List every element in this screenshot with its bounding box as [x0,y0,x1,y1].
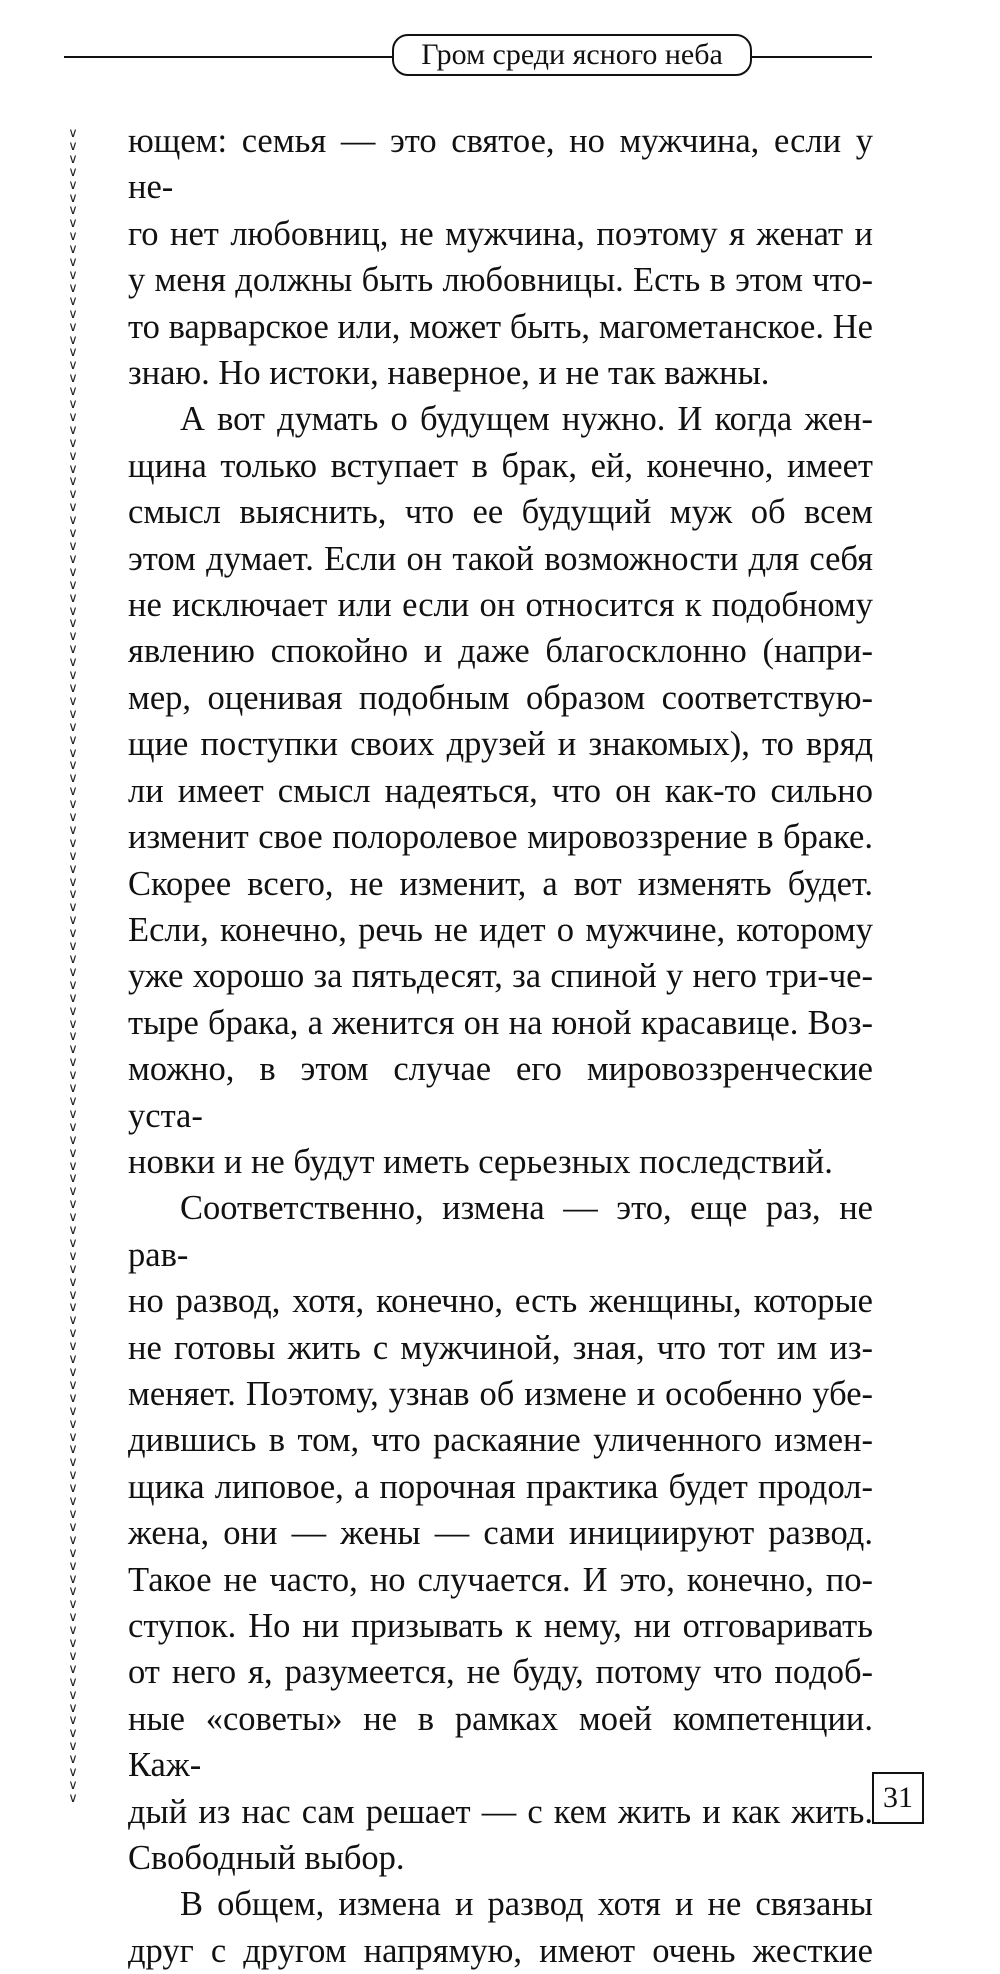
paragraph [128,118,873,396]
text-line: В общем, измена и развод хотя и не связаны [180,1885,873,1924]
paragraph [128,1185,873,1881]
text-line: ные «советы» не в рамках моей компетенции. Каж- [128,1699,873,1785]
text-line: щина только вступает в брак, ей, конечно, имеет [128,446,873,485]
text-line: новки и не будут иметь серьезных последствий. [128,1142,833,1181]
text-line: ющем: семья — это святое, но мужчина, если у не- [128,122,873,207]
text-line: но развод, хотя, конечно, есть женщины, которые [128,1282,873,1321]
text-line: друг с другом напрямую, имеют очень жесткие [128,1931,873,1970]
text-line: не исключает или если он относится к подобному [128,586,873,625]
text-line: ступок. Но ни призывать к нему, ни отговаривать [128,1607,873,1645]
text-line: можно, в этом случае его мировоззренческие уста- [128,1050,873,1135]
running-title: Гром среди ясного неба [392,34,752,76]
text-line: щика липовое, а порочная практика будет продол- [128,1467,873,1506]
text-line: ли имеет смысл надеяться, что он как-то сильно [128,771,873,810]
header-rule-left [64,56,394,58]
text-line: то варварское или, может быть, магометанское. Не [128,307,873,346]
text-line: Соответственно, измена — это, еще раз, не рав- [128,1189,873,1274]
text-line: Свободный выбор. [128,1839,405,1878]
text-line: знаю. Но истоки, наверное, и не так важны. [128,354,770,393]
text-line: дый из нас сам решает — с кем жить и как жить. [128,1792,873,1831]
paragraph [128,1881,873,1974]
paragraph [128,396,873,1185]
text-line: А вот думать о будущем нужно. И когда жен- [180,400,873,439]
text-line: Такое не часто, но случается. И это, конечно, по- [128,1560,873,1599]
text-line: от него я, разумеется, не буду, потому что подоб- [128,1653,873,1692]
text-line: Скорее всего, не изменит, а вот изменять будет. [128,864,873,903]
text-line: мер, оценивая подобным образом соответствую- [128,678,873,717]
text-line: жена, они — жены — сами инициируют развод. [128,1514,873,1553]
text-line: го нет любовниц, не мужчина, поэтому я женат и [128,214,873,253]
text-line: этом думает. Если он такой возможности для себя [128,539,873,578]
header-rule-right [752,56,872,58]
text-line: у меня должны быть любовницы. Есть в этом что- [128,261,873,300]
text-line: тыре брака, а женится он на юной красавице. Воз- [128,1003,873,1042]
text-line: явлению спокойно и даже благосклонно (напри- [128,632,873,671]
text-line: не готовы жить с мужчиной, зная, что тот им из- [128,1328,873,1367]
text-line: изменит свое полоролевое мировоззрение в браке. [128,818,873,857]
body-text [128,118,873,1974]
text-line: дившись в том, что раскаяние уличенного измен- [128,1421,873,1460]
text-line: меняет. Поэтому, узнав об измене и особенно убе- [128,1374,873,1413]
side-ornament-decoration: ∨ ∨ ∨ ∨ ∨ ∨ ∨ ∨ ∨ ∨ ∨ ∨ ∨ ∨ ∨ ∨ ∨ ∨ ∨ ∨ ∨ ∨ ∨ ∨ ∨ ∨ ∨ ∨ ∨ ∨ ∨ ∨ ∨ ∨ ∨ ∨ ∨ ∨ ∨ ∨ ∨ ∨ ∨ ∨ ∨ ∨ ∨ ∨ ∨ ∨ ∨ ∨ ∨ ∨ ∨ ∨ ∨ ∨ ∨ ∨ ∨ ∨ ∨ ∨ ∨ ∨ ∨ ∨ ∨ ∨ ∨ ∨ ∨ ∨ ∨ ∨ ∨ ∨ ∨ ∨ ∨ ∨ ∨ ∨ ∨ ∨ ∨ ∨ ∨ ∨ ∨ ∨ ∨ ∨ ∨ ∨ ∨ ∨ ∨ ∨ ∨ ∨ ∨ ∨ ∨ ∨ ∨ ∨ ∨ ∨ ∨ ∨ ∨ ∨ ∨ ∨ ∨ ∨ ∨ ∨ ∨ ∨ ∨ ∨ ∨ ∨ ∨ ∨ ∨ ∨ [68,126,78,1806]
page-number: 31 [872,1772,924,1824]
text-line: щие поступки своих друзей и знакомых), то вряд [128,725,873,764]
text-line: Если, конечно, речь не идет о мужчине, которому [128,910,873,949]
text-line: уже хорошо за пятьдесят, за спиной у него три-че- [128,957,873,996]
text-line: смысл выяснить, что ее будущий муж об всем [128,493,873,532]
